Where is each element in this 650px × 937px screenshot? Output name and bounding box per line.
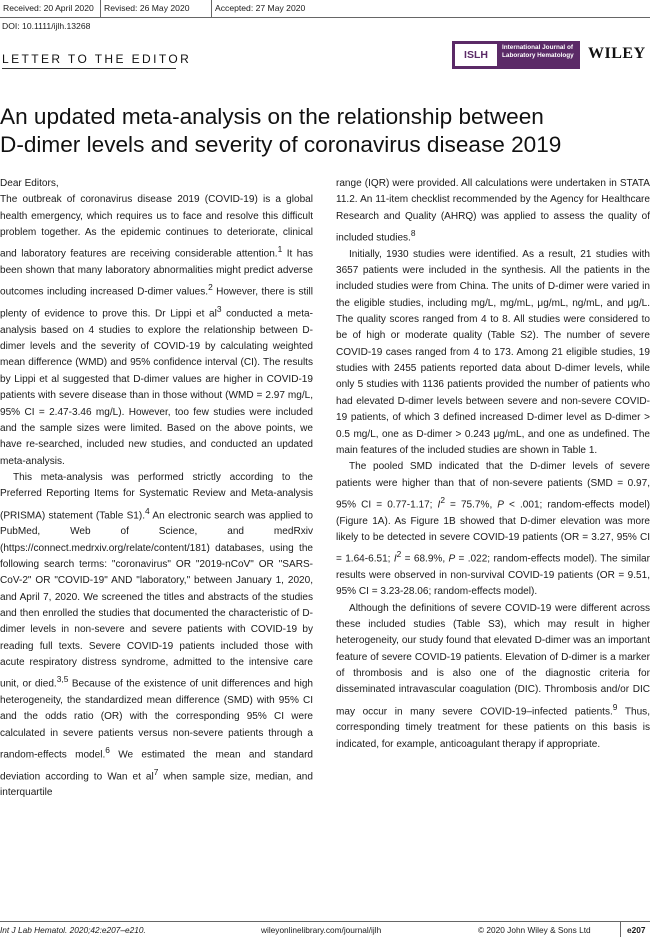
journal-logo[interactable] [452, 41, 580, 69]
journal-name-line2: Laboratory Hematology [502, 51, 574, 59]
article-title [0, 103, 648, 159]
paragraph-discussion: Although the definitions of severe COVID-19 were different across these included studies (Table S3), which may result in higher heterogeneity, our study found that elevated D-dimer was an important feature of severe COVID-19 patients. Elevation of D-dimer is a marker of thrombosis and is also one of the diagnostic criteria for disseminated intravascular coagulation (DIC). Thrombosis and/or DIC may occur in many severe COVID-19–infected patients.$^9$ Thus, corresponding timely treatment for these patients on this basis is indicated, for example, anticoagulant therapy if appropriate. [336, 602, 650, 750]
paragraph-results-studies: Initially, 1930 studies were identified. As a result, 21 studies with 3657 patients were included in the synthesis. All the patients in the included studies were from China. The units of D-dimer were varied in the eligible studies, including mg/L, mg/mL, μg/mL, ng/mL, and μg/L. The quality scores ranged from 4 to 8. All studies were considered to be of high or moderate quality (Table S2). The number of severe COVID-19 cases ranged from 4 to 173. Among 21 eligible studies, 19 studies with 2455 patients reported data about D-dimer levels, while only 5 studies with 1136 patients provided the number of patients who had elevated D-dimer levels between severe and non-severe COVID-19 patients, of which 3 defined increased D-dimer level as D-dimer > 0.5 mg/L, one as D-dimer > 0.243 μg/mL, and one as undefined. The main features of the included studies are shown in Table 1. [336, 248, 650, 456]
paragraph-intro: The outbreak of coronavirus disease 2019 (COVID-19) is a global health emergency, which requires us to face and resolve this difficult problem together. As the epidemic continues to deteriorate, clinical and laboratory features are receiving considerable attention.$^1$ It has been shown that many laboratory abnormalities might predict adverse outcomes including increased D-dimer values.$^2$ However, there is still plenty of evidence to prove this. Dr Lippi et $al^3$ conducted a meta-analysis based on 4 studies to explore the relationship between D-dimer levels and the severity of COVID-19 by calculating weighted mean difference (WMD) and 95% confidence interval (CI). The results by Lippi et al suggested that D-dimer values are higher in COVID-19 patients with severe disease than in those without (WMD = 2.97 mg/L, 95% CI = 2.47-3.46 mg/L). However, too few studies were included and the sample sizes were limited. Based on the above points, we have re-searched, included new studies, and conducted an updated meta-analysis. [0, 194, 313, 467]
journal-logo-abbr: ISLH [455, 44, 497, 66]
right-column [336, 176, 650, 753]
revised-date: Revised: 26 May 2020 [101, 0, 212, 17]
journal-name-line1: International Journal of [502, 44, 574, 51]
received-date: Received: 20 April 2020 [0, 0, 101, 17]
paragraph-methods: This meta-analysis was performed strictly according to the Preferred Reporting Items for Systematic Review and Meta-analysis (PRISMA) statement (Table S1).$^4$ An electronic search was applied to PubMed, Web of Science, and medRxiv (https://connect.medrxiv.org/relate/content/181) databases, using the following search terms: "coronavirus" OR "2019-nCoV" OR "SARS-CoV-2" OR "COVID-19" AND "laboratory," between January 1, 2020, and April 7, 2020. We screened the titles and abstracts of the studies and then enrolled the studies that documented the characteristic of D-dimer levels in non-severe and severe patients with COVID-19 by reading full texts. Severe COVID-19 patients included those with acute respiratory distress syndrome, admitted to the intensive care unit, or died.$^{3,5}$ Because of the existence of unit differences and high heterogeneity, the standardized mean difference (SMD) with 95% CI and the odds ratio (OR) with the corresponding 95% CI were calculated in severe patients versus non-severe patients through a random-effects model.$^6$ We estimated the mean and standard deviation according to Wan et $al^7$ when sample size, median, and interquartile [0, 471, 314, 799]
doi[interactable]: DOI: 10.1111/ijlh.13268 [2, 21, 91, 31]
footer-divider [0, 921, 650, 922]
publisher-logo[interactable]: WILEY [588, 45, 646, 62]
section-underline [2, 68, 176, 69]
left-column [0, 176, 313, 802]
paragraph-methods-cont: range (IQR) were provided. All calculations were undertaken in STATA 11.2. An 11-item checklist recommended by the Agency for Healthcare Research and Quality (AHRQ) was applied to assess the quality of included studies.$^8$ [336, 178, 650, 244]
journal-logo-name [502, 44, 578, 59]
citation: Int J Lab Hematol. 2020;42:e207–e210. [0, 925, 146, 935]
journal-url[interactable]: wileyonlinelibrary.com/journal/ijlh [261, 925, 382, 935]
title-line-2: D-dimer levels and severity of coronavirus disease 2019 [0, 132, 562, 157]
page-number: e207 [627, 925, 646, 935]
salutation: Dear Editors, [0, 178, 59, 189]
top-divider [0, 17, 650, 18]
copyright: © 2020 John Wiley & Sons Ltd [478, 925, 591, 935]
article-history-bar [0, 0, 650, 17]
paragraph-results-smd: The pooled SMD indicated that the D-dimer levels of severe patients were higher than that of non-severe patients (SMD = 0.97, 95% CI = 0.77-1.17; $I^2 = 75.7\%$, P < .001; random-effects model) (Figure 1A). As Figure 1B showed that D-dimer elevation was more likely to be detected in severe COVID-19 patients (OR = 3.27, 95% CI = 1.64-6.51; $I^2 = 68.9\%$, P = .022; random-effects model). The similar results were observed in non-survival COVID-19 patients (OR = 9.51, 95% CI = 3.23-28.06; random-effects model). [336, 461, 650, 598]
footer-separator [620, 921, 621, 937]
accepted-date: Accepted: 27 May 2020 [215, 3, 306, 13]
page-footer [0, 924, 650, 937]
section-label: LETTER TO THE EDITOR [2, 52, 192, 66]
title-line-1: An updated meta-analysis on the relationship between [0, 104, 544, 129]
